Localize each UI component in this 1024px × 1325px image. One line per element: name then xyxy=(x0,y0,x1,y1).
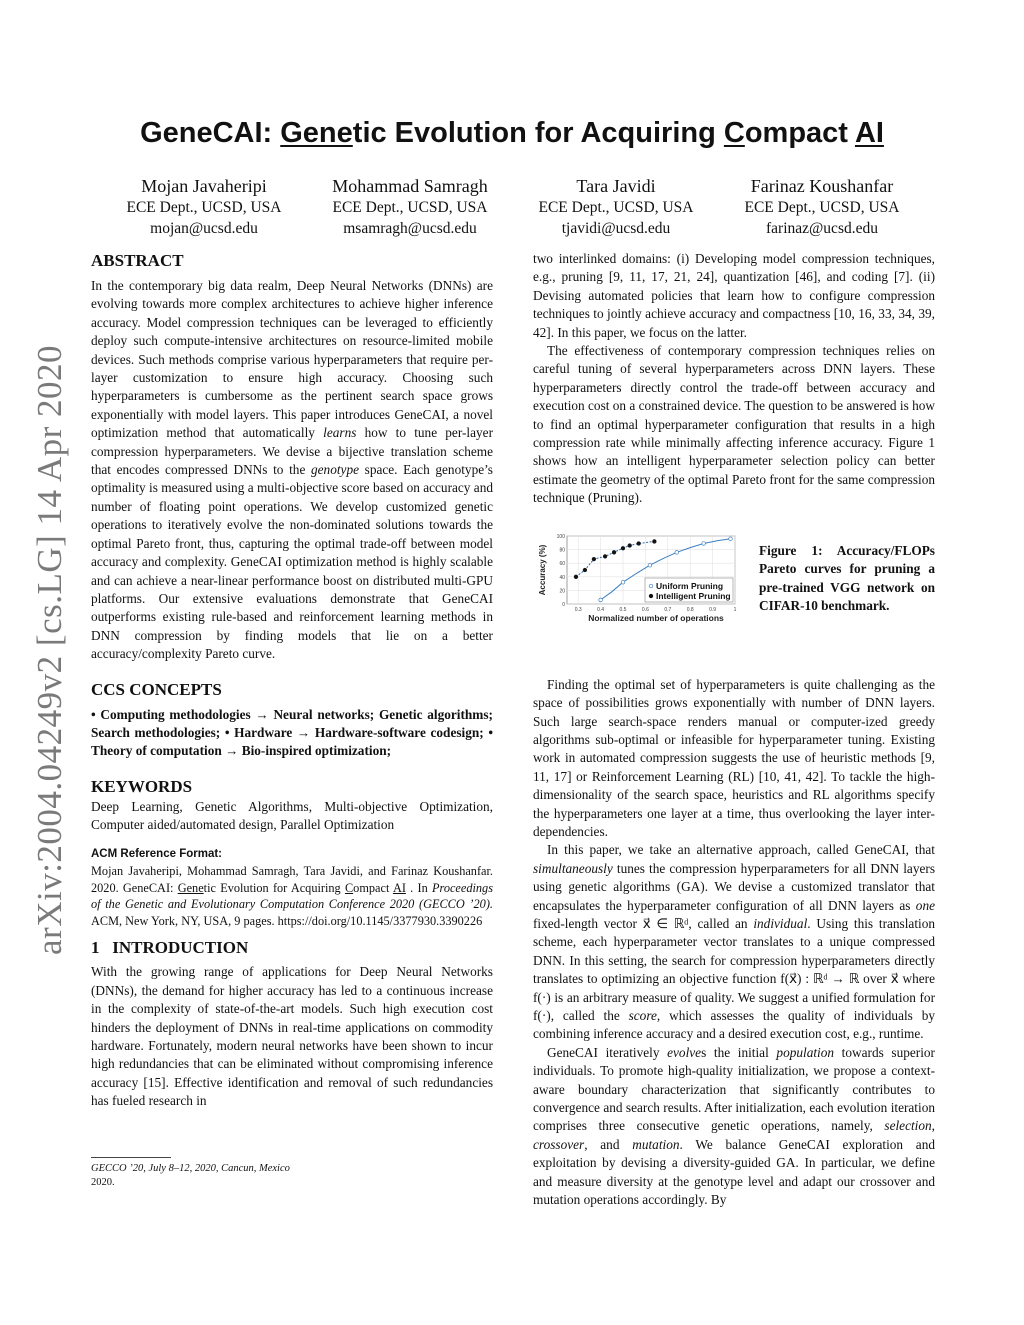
footnote xyxy=(91,1157,493,1190)
x-tick-label: 0.6 xyxy=(641,606,649,613)
paper-title: GeneCAI: Genetic Evolution for Acquiring Compact AI xyxy=(140,117,884,149)
abstract-heading: ABSTRACT xyxy=(91,251,184,270)
author-name: Mojan Javaheripi xyxy=(141,176,267,196)
x-tick-label: 0.4 xyxy=(597,606,605,613)
footnote-rule xyxy=(91,1157,171,1158)
intelligent-pruning-point xyxy=(628,543,632,547)
intelligent-pruning-point xyxy=(592,557,596,561)
x-tick-label: 0.3 xyxy=(574,606,582,613)
uniform-pruning-point xyxy=(702,541,706,545)
author-affiliation: ECE Dept., UCSD, USA xyxy=(332,199,488,216)
legend-intelligent-marker xyxy=(649,594,653,598)
intelligent-pruning-point xyxy=(574,575,578,579)
paragraph: In this paper, we take an alternative approach, called GeneCAI, that simultaneously tunes the compression hyperparameters for all DNN layers using genetic algorithms (GA). We devise a customized translator that encapsulates the hyperparameter configuration of all DNN layers as one fixed-length vector x⃗ ∈ ℝᵈ, called an individual. Using this translation scheme, each hyperparameter vector translates to a unique compressed DNN. In this setting, the search for compression hyperparameters directly translates to optimizing an objective function f(x⃗) : ℝᵈ → ℝ over x⃗ where f(·) is an arbitrary measure of quality. We suggest a unified formulation for f(·), called the score, which assesses the quality of individuals by combining inference accuracy and a desired execution cost, e.g., runtime. xyxy=(533,842,936,1042)
uniform-pruning-point xyxy=(599,598,603,602)
intelligent-pruning-point xyxy=(583,568,587,572)
acm-reference-text: Mojan Javaheripi, Mohammad Samragh, Tara Javidi, and Farinaz Koushanfar. 2020. GeneCAI: Genetic Evolution for Acquiring Compact AI . In Proceedings of the Genetic and Evolutionary Computation Conference 2020 (GECCO ’20). ACM, New York, NY, USA, 9 pages. https://doi.org/10.1145/3377930.3390226 xyxy=(91,863,493,928)
y-tick-label: 80 xyxy=(559,547,565,554)
venue: GECCO ’20, July 8–12, 2020, Cancun, Mexico xyxy=(91,1163,290,1174)
x-axis-label: Normalized number of operations xyxy=(588,612,724,623)
x-tick-label: 1 xyxy=(733,606,737,613)
right-column xyxy=(533,250,935,1209)
y-axis-label: Accuracy (%) xyxy=(538,544,547,596)
abstract-text: In the contemporary big data realm, Deep Neural Networks (DNNs) are evolving towards more complex architectures to achieve higher inference accuracy. Model compression techniques can be leveraged to efficiently deploy such compute-intensive architectures on resource-limited mobile devices. Such methods comprise various hyperparameters that require per-layer customization to ensure high accuracy. Choosing such hyperparameters is cumbersome as the pertinent search space grows exponentially with model layers. This paper introduces GeneCAI, a novel optimization method that automatically learns how to tune per-layer compression hyperparameters. We devise a bijective translation scheme that encodes compressed DNNs to the genotype space. Each genotype’s optimality is measured using a multi-objective score based on accuracy and number of floating point operations. We develop customized genetic operations to iteratively evolve the non-dominated solutions towards the optimal Pareto front, thus, capturing the optimal trade-off between model accuracy and complexity. GeneCAI optimization method is highly scalable and can achieve a near-linear performance boost on distributed multi-GPU platforms. Our extensive evaluations demonstrate that GeneCAI outperforms existing rule-based and reinforcement learning methods in DNN compression by finding models that lie on a better accuracy/complexity Pareto curve. xyxy=(91,278,493,662)
x-tick-label: 0.5 xyxy=(619,606,627,613)
y-tick-label: 60 xyxy=(559,560,565,567)
uniform-pruning-point xyxy=(675,550,679,554)
author-block xyxy=(501,176,731,239)
author-email: farinaz@ucsd.edu xyxy=(766,220,878,237)
arxiv-identifier: arXiv:2004.04249v2 [cs.LG] 14 Apr 2020 xyxy=(30,344,69,955)
author-email: mojan@ucsd.edu xyxy=(150,220,258,237)
author-affiliation: ECE Dept., UCSD, USA xyxy=(538,199,694,216)
legend-uniform-label: Uniform Pruning xyxy=(656,580,724,591)
intelligent-pruning-point xyxy=(603,554,607,558)
author-name: Mohammad Samragh xyxy=(332,176,488,196)
x-tick-label: 0.9 xyxy=(709,606,717,613)
introduction-heading: 1 INTRODUCTION xyxy=(91,938,249,958)
x-tick-label: 0.7 xyxy=(664,606,672,613)
legend-intelligent-label: Intelligent Pruning xyxy=(656,590,731,601)
y-tick-label: 40 xyxy=(559,574,565,581)
author-block xyxy=(707,176,937,239)
keywords-text: Deep Learning, Genetic Algorithms, Multi-objective Optimization, Computer aided/automated design, Parallel Optimization xyxy=(91,798,493,833)
y-tick-label: 20 xyxy=(559,588,565,595)
intelligent-pruning-point xyxy=(637,541,641,545)
introduction-text: With the growing range of applications for Deep Neural Networks (DNNs), the demand for higher accuracy has led to a continuous increase in the complexity of state-of-the-art models. Such high execution cost hinders the deployment of DNNs in real-time applications on commodity hardware. Fortunately, modern neural networks have been shown to incur high redundancies that can be eliminated without compromising inference accuracy [15]. Effective identification and removal of such redundancies has fueled research in xyxy=(91,964,493,1109)
keywords-heading: KEYWORDS xyxy=(91,776,193,796)
pareto-chart xyxy=(533,530,739,630)
y-tick-label: 100 xyxy=(556,533,565,540)
author-email: msamragh@ucsd.edu xyxy=(343,220,477,237)
paragraph: two interlinked domains: (i) Developing model compression techniques, e.g., pruning [9, 11, 17, 21, 24], quantization [46], and coding [7]. (ii) Devising automated policies that learn how to configure compression techniques to jointly achieve accuracy and compactness [10, 16, 33, 34, 39, 42]. In this paper, we focus on the latter. xyxy=(533,251,935,340)
author-block xyxy=(89,176,319,239)
author-email: tjavidi@ucsd.edu xyxy=(561,220,671,237)
intelligent-pruning-curve xyxy=(576,541,654,576)
y-tick-label: 0 xyxy=(562,601,565,608)
paragraph: The effectiveness of contemporary compression techniques relies on careful tuning of several hyperparameters across DNN layers. These hyperparameters directly control the trade-off between accuracy and execution cost on a constrained device. The question to be answered is how to find an optimal hyperparameter configuration that results in a high compression rate while minimally affecting inference accuracy. Figure 1 shows how an intelligent hyperparameter selection policy can better estimate the geometry of the optimal Pareto front for the same compression technique (Pruning). xyxy=(533,343,935,506)
intelligent-pruning-point xyxy=(612,550,616,554)
paragraph: GeneCAI iteratively evolves the initial population towards superior individuals. To promote high-quality initialization, we propose a context-aware boundary characterization that significantly contributes to convergence and search results. After initialization, each evolution iteration comprises three consecutive genetic operations, namely, selection, crossover, and mutation. We balance GeneCAI exploration and exploitation by devising a diversity-guided GA. In particular, we define and measure diversity at the genotype level and adapt our crossover and mutation operations accordingly. By xyxy=(533,1044,936,1208)
intelligent-pruning-point xyxy=(621,546,625,550)
author-affiliation: ECE Dept., UCSD, USA xyxy=(744,199,900,216)
figure-1 xyxy=(533,530,935,660)
author-block xyxy=(295,176,525,239)
legend-uniform-marker xyxy=(649,584,653,588)
uniform-pruning-point xyxy=(729,537,733,541)
paragraph: Finding the optimal set of hyperparameters is quite challenging as the space of possibilities grows exponentially with number of DNN layers. Such large search-space renders manual or computer-ized greedy algorithms sub-optimal or infeasible for hyperparameter tuning. Existing work in automated compression suggests the use of heuristic methods [9, 11, 17] or Reinforcement Learning (RL) [10, 41, 42]. To tackle the high-dimensionality of the search space, heuristics and RL algorithms specify the hyperparameters one layer at a time, thus overlooking the layer inter-dependencies. xyxy=(533,676,935,839)
ccs-text: • Computing methodologies → Neural networks; Genetic algorithms; Search methodologies; • Hardware → Hardware-software codesign; • Theory of computation → Bio-inspired optimization; xyxy=(91,706,493,759)
acm-reference-heading: ACM Reference Format: xyxy=(91,847,222,860)
year: 2020. xyxy=(91,1177,115,1188)
ccs-heading: CCS CONCEPTS xyxy=(91,679,222,699)
intelligent-pruning-point xyxy=(653,539,657,543)
author-affiliation: ECE Dept., UCSD, USA xyxy=(126,199,282,216)
x-tick-label: 0.8 xyxy=(686,606,694,613)
left-column xyxy=(91,250,493,1111)
uniform-pruning-point xyxy=(648,563,652,567)
uniform-pruning-point xyxy=(621,580,625,584)
author-name: Farinaz Koushanfar xyxy=(750,176,894,196)
chart-axes xyxy=(538,534,737,623)
author-name: Tara Javidi xyxy=(576,176,656,196)
figure-caption: Figure 1: Accuracy/FLOPs Pareto curves for pruning a pre-trained VGG network on CIFAR-10 benchmark. xyxy=(759,542,935,613)
